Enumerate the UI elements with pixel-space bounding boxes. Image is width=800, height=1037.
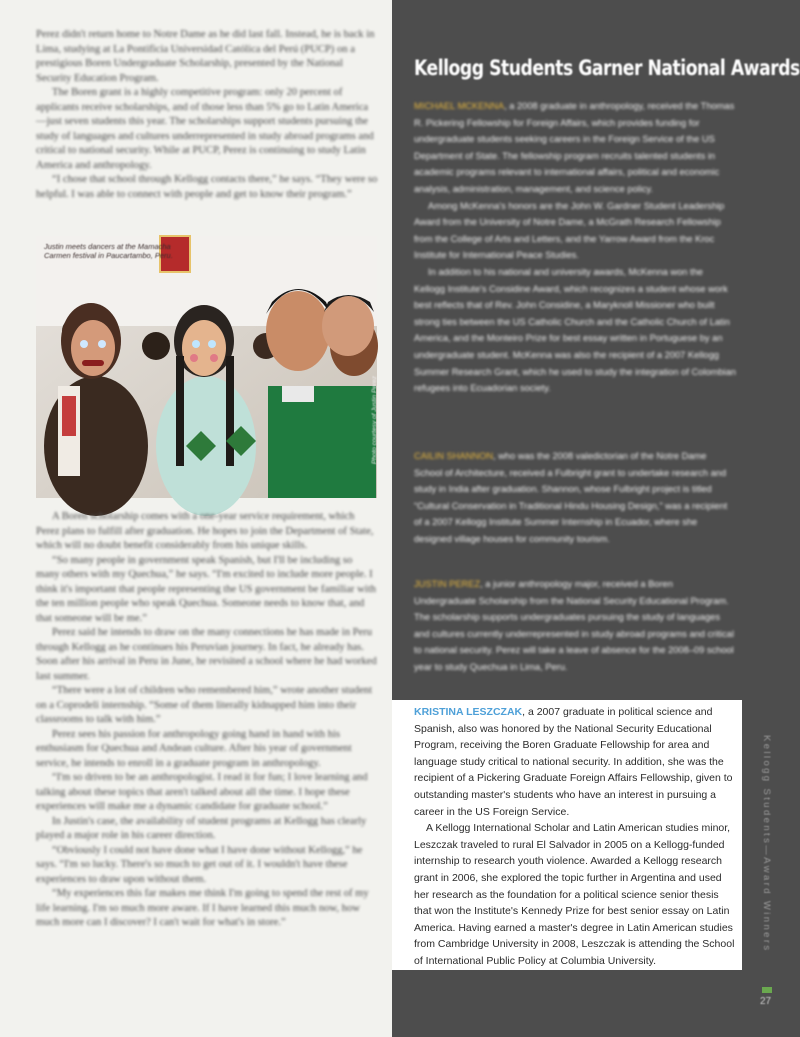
perez-section [414,576,736,676]
page-marker [762,987,772,993]
body-paragraph-6: “I'm so driven to be an anthropologist. I read it for fun; I love learning and talking about these topics that aren't talked about all the time. I hope these experiences will make me a dynamic candidate for graduate school.” [36,772,368,812]
leszczak-paragraph-1 [414,704,738,820]
body-paragraph-8: “Obviously I could not have done what I have done without Kellogg,” he says. “I'm so lucky. There's so much to get out of it. I wouldn't have these experiences to draw upon without them. [36,844,363,885]
side-running-title: Kellogg Students—Award Winners [761,735,772,953]
mckenna-paragraph-1 [414,98,736,198]
photo-image [36,236,377,498]
body-paragraph-2: “So many people in government speak Spanish, but I'll be including so many others with my Quechua,” he says. “I'm excited to include more people. I think it's important that people representing the US government be familiar with the ten million people who speak Quechua. Someone needs to know that, and that someone will be me.” [36,554,376,624]
section-heading: Kellogg Students Garner National Awards [414,56,800,80]
left-column [0,0,392,1037]
body-paragraph-4: “There were a lot of children who remembered him,” wrote another student on a Coprodeli internship. “Some of them literally kidnapped him into their classrooms to talk with him.” [36,685,373,725]
mckenna-name: MICHAEL MCKENNA [414,101,505,111]
photo-credit: Photo courtesy of Justin Perez [371,376,378,465]
photo-caption: Justin meets dancers at the Mamacha Carmen festival in Paucartambo, Peru. [44,242,173,260]
intro-paragraph-2: The Boren grant is a highly competitive program: only 20 percent of applicants receive scholarships, and of those less than 5% go to Latin America—just seven students this year. The scholarships support students pursuing the study of languages and cultures underrepresented in study abroad programs and critical to national security. While at PUCP, Perez is continuing to study Latin America and anthropology. [36,87,374,171]
mckenna-text-1: , a 2008 graduate in anthropology, received the Thomas R. Pickering Fellowship for Foreign Affairs, which provides funding for undergraduate students seeking careers in the Foreign Service of the US Department of State. The fellowship program recruits talented students in academic programs relevant to international affairs, political and economic analysis, administration, management, and science policy. [414,101,735,194]
shannon-section [414,448,736,548]
intro-paragraph-3: “I chose that school through Kellogg contacts there,” he says. “They were so helpful. I was able to connect with people and get to know their program.” [36,174,378,200]
body-text [36,510,378,931]
shannon-text-1: , who was the 2008 valedictorian of the Notre Dame School of Architecture, received a Fulbright grant to undertake research and study in India after graduation. Shannon, whose Fulbright project is titled “Cultural Conservation in Traditional Hindu Housing Design,” was a recipient of a 2007 Kellogg Institute Summer Internship in Ecuador, where she designed village houses for community tourism. [414,451,728,544]
leszczak-text-1: , a 2007 graduate in political science and Spanish, also was honored by the National Security Educational Program, receiving the Boren Graduate Fellowship for area and language study critical to national security. In addition, she was the recipient of a Pickering Graduate Foreign Affairs Fellowship, given to outstanding master's students who have an interest in pursuing a career in the US Foreign Service. [414,706,733,818]
mckenna-paragraph-2: Among McKenna's honors are the John W. Gardner Student Leadership Award from the University of Notre Dame, a McGrath Research Fellowship from the College of Arts and Letters, and the Yarrow Award from the Kroc Institute for International Peace Studies. [414,200,725,261]
body-paragraph-9: “My experiences this far makes me think I'm going to spend the rest of my life learning. I'm so much more aware. If I have learned this much now, how much more can I discover? I can't wait for what's in store.” [36,888,369,928]
body-paragraph-5: Perez sees his passion for anthropology going hand in hand with his enthusiasm for Quechua and Andean culture. After his year of government service, he intends to enroll in a graduate program in anthropology. [36,728,352,769]
body-paragraph-7: In Justin's case, the availability of student programs at Kellogg has clearly played a major role in his career direction. [36,815,367,841]
perez-paragraph-1 [414,576,736,676]
body-paragraph-1: A Boren scholarship comes with a one-year service requirement, which Perez plans to fulfill after graduation. He hopes to join the Department of State, which will no doubt benefit considerably from his unique skills. [36,511,374,551]
leszczak-section [414,704,738,970]
shannon-name: CAILIN SHANNON [414,451,494,461]
shannon-paragraph-1 [414,448,736,548]
mckenna-section [414,98,736,397]
intro-paragraph-1: Perez didn't return home to Notre Dame as he did last fall. Instead, he is back in Lima, studying at La Pontificia Universidad Católica del Perú (PUCP) on a prestigious Boren Undergraduate Scholarship, presented by the National Security Education Program. [36,29,375,84]
perez-name: JUSTIN PEREZ [414,579,481,589]
mckenna-paragraph-3: In addition to his national and university awards, McKenna won the Kellogg Institute's Considine Award, which recognizes a student whose work best reflects that of Rev. John Considine, a Maryknoll Missioner who built strong ties between the US Catholic Church and the Catholic Church of Latin America, and the Monteiro Prize for best essay written in Portuguese by an undergraduate student. McKenna was also the recipient of a 2007 Kellogg Summer Research Grant, which he used to study the integration of Colombian refugees into Ecuadorian society. [414,266,736,394]
intro-text [36,28,378,202]
leszczak-paragraph-2: A Kellogg International Scholar and Latin American studies minor, Leszczak traveled to rural El Salvador in 2005 on a Kellogg-funded internship to research youth violence. Awarded a Kellogg research grant in 2006, she explored the topic further in Argentina and used her research as the foundation for a political science senior thesis that won the Institute's Kennedy Prize for best senior essay on Latin America. Having earned a master's degree in Latin American studies from Cambridge University in 2008, Leszczak is attending the School of International Public Policy at Columbia University. [414,822,735,967]
photo [36,236,377,498]
body-paragraph-3: Perez said he intends to draw on the many connections he has made in Peru through Kellogg as he continues his Peruvian journey. In fact, he already has. Soon after his arrival in Peru in June, he revisited a school where he had worked last summer. [36,627,377,682]
leszczak-name: KRISTINA LESZCZAK [414,706,523,718]
page-number: 27 [760,996,772,1007]
perez-text-1: , a junior anthropology major, received a Boren Undergraduate Scholarship from the National Security Educational Program. The scholarship supports undergraduates pursuing the study of languages and cultures currently underrepresented in study abroad programs and critical to national security. Perez will take a leave of absence for the 2008–09 school year to study Quechua in Lima, Peru. [414,579,734,672]
